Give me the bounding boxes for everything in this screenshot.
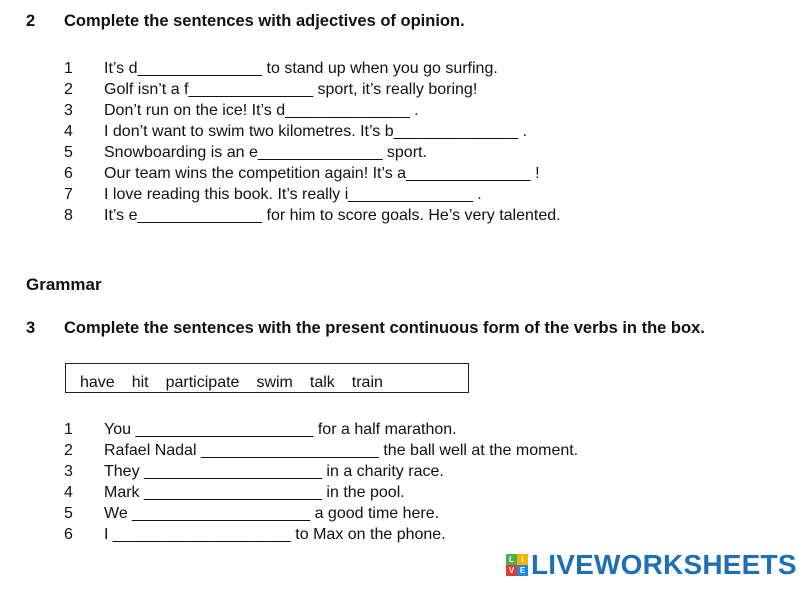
exercise-2-item-5[interactable] [64,142,561,163]
word-box-word: talk [309,374,335,391]
item-text: It’s d______________ to stand up when you go surfing. [104,60,498,77]
exercise-3-list [64,419,578,545]
exercise-2-list [64,58,561,226]
exercise-3-item-6[interactable] [64,524,578,545]
word-box-word: hit [131,374,149,391]
exercise-3-item-2[interactable] [64,440,578,461]
item-number: 6 [64,526,73,543]
exercise-2-heading [26,12,465,31]
item-text: It’s e______________ for him to score goals. He’s very talented. [104,207,561,224]
item-text: They ____________________ in a charity race. [104,463,444,480]
exercise-2-instruction: Complete the sentences with adjectives of opinion. [64,12,465,30]
word-box-word: participate [165,374,240,391]
liveworksheets-logo-icon [506,554,528,576]
exercise-2-item-8[interactable] [64,205,561,226]
exercise-2-item-2[interactable] [64,79,561,100]
item-number: 5 [64,144,73,161]
item-text: I ____________________ to Max on the phone. [104,526,446,543]
item-number: 2 [64,442,73,459]
logo-mark-cell: L [506,554,517,565]
exercise-3-item-3[interactable] [64,461,578,482]
exercise-3-item-5[interactable] [64,503,578,524]
item-number: 7 [64,186,73,203]
item-number: 2 [64,81,73,98]
item-number: 1 [64,60,73,77]
word-box-word: swim [256,374,293,391]
exercise-3-number: 3 [26,319,36,337]
item-text: I love reading this book. It’s really i______________ . [104,186,482,203]
item-number: 8 [64,207,73,224]
item-text: Mark ____________________ in the pool. [104,484,405,501]
logo-mark-cell: E [517,565,528,576]
grammar-section-title: Grammar [26,275,102,294]
item-text: Don’t run on the ice! It’s d______________ . [104,102,419,119]
exercise-2-item-4[interactable] [64,121,561,142]
exercise-2-item-7[interactable] [64,184,561,205]
item-text: Snowboarding is an e______________ sport. [104,144,427,161]
logo-text: LIVEWORKSHEETS [531,549,797,580]
item-number: 4 [64,484,73,501]
word-box-word: train [351,374,383,391]
item-text: I don’t want to swim two kilometres. It’s b______________ . [104,123,528,140]
item-text: Our team wins the competition again! It’s a______________ ! [104,165,540,182]
item-text: You ____________________ for a half marathon. [104,421,457,438]
exercise-2-item-1[interactable] [64,58,561,79]
exercise-2-item-6[interactable] [64,163,561,184]
exercise-2-number: 2 [26,12,36,30]
item-number: 3 [64,102,73,119]
logo-mark-cell: I [517,554,528,565]
item-text: Rafael Nadal ____________________ the ball well at the moment. [104,442,579,459]
exercise-3-heading [26,319,705,338]
item-text: Golf isn’t a f______________ sport, it’s really boring! [104,81,478,98]
item-number: 6 [64,165,73,182]
item-number: 3 [64,463,73,480]
item-text: We ____________________ a good time here. [104,505,440,522]
exercise-3-instruction: Complete the sentences with the present continuous form of the verbs in the box. [64,319,705,337]
item-number: 4 [64,123,73,140]
item-number: 5 [64,505,73,522]
word-box-word: have [80,374,115,391]
item-number: 1 [64,421,73,438]
liveworksheets-logo [506,549,797,581]
word-box [65,363,469,393]
exercise-3-item-1[interactable] [64,419,578,440]
exercise-2-item-3[interactable] [64,100,561,121]
exercise-3-item-4[interactable] [64,482,578,503]
logo-mark-cell: V [506,565,517,576]
